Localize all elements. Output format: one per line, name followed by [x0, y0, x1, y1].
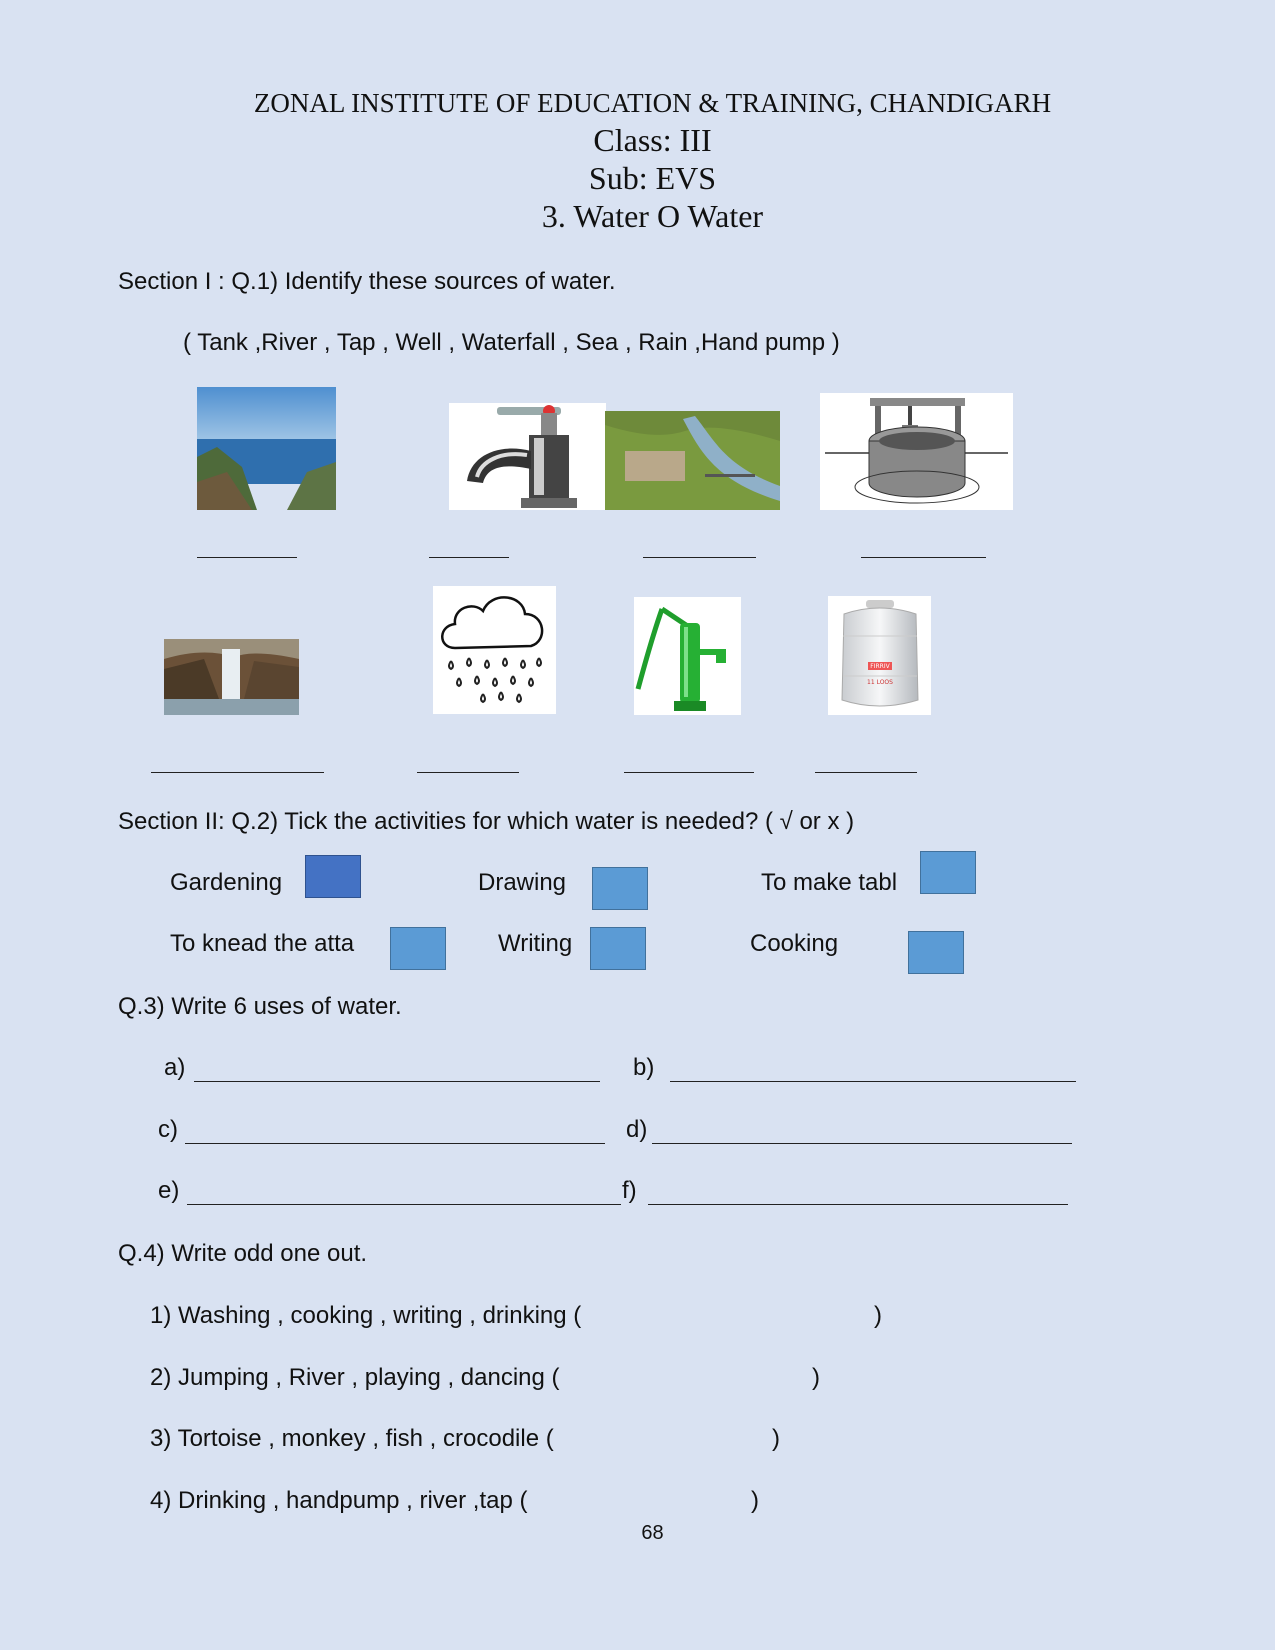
well-picture [820, 393, 1013, 510]
activity-make-table: To make tabl [761, 869, 898, 896]
tick-box-gardening[interactable] [305, 855, 361, 898]
activity-cooking: Cooking [750, 930, 839, 957]
use-blank-b[interactable] [670, 1081, 1076, 1082]
activity-knead-atta: To knead the atta [170, 930, 355, 957]
activity-gardening: Gardening [170, 869, 283, 896]
answer-blank[interactable] [643, 557, 756, 558]
odd-one-item-4: 4) Drinking , handpump , river ,tap ( [150, 1487, 528, 1514]
odd-one-close-2: ) [812, 1364, 820, 1391]
section1-options: ( Tank ,River , Tap , Well , Waterfall , Sea , Rain ,Hand pump ) [183, 329, 840, 356]
use-blank-d[interactable] [652, 1143, 1072, 1144]
odd-one-item-1: 1) Washing , cooking , writing , drinking ( [150, 1302, 582, 1329]
use-blank-f[interactable] [648, 1204, 1068, 1205]
use-label-b: b) [633, 1054, 655, 1081]
tick-box-drawing[interactable] [592, 867, 648, 910]
use-label-e: e) [158, 1177, 180, 1204]
answer-blank[interactable] [815, 772, 917, 773]
use-blank-a[interactable] [194, 1081, 600, 1082]
odd-one-close-3: ) [772, 1425, 780, 1452]
sea-picture [197, 387, 336, 510]
q4-title: Q.4) Write odd one out. [118, 1240, 368, 1267]
odd-one-item-3: 3) Tortoise , monkey , fish , crocodile ( [150, 1425, 554, 1452]
answer-blank[interactable] [417, 772, 519, 773]
use-blank-c[interactable] [185, 1143, 605, 1144]
hand-pump-picture [634, 597, 741, 715]
tap-picture [449, 403, 606, 510]
use-label-c: c) [158, 1116, 178, 1143]
tank-label-top: FIRRIV [870, 663, 890, 670]
tank-picture [828, 596, 931, 715]
rain-picture [433, 586, 556, 714]
tick-box-knead-atta[interactable] [390, 927, 446, 970]
odd-one-close-1: ) [874, 1302, 882, 1329]
use-blank-e[interactable] [187, 1204, 621, 1205]
page-number: 68 [641, 1522, 664, 1544]
answer-blank[interactable] [429, 557, 509, 558]
tick-box-make-table[interactable] [920, 851, 976, 894]
class-title: Class: III [593, 122, 712, 158]
chapter-title: 3. Water O Water [541, 198, 764, 234]
answer-blank[interactable] [197, 557, 297, 558]
use-label-a: a) [164, 1054, 186, 1081]
use-label-f: f) [622, 1177, 637, 1204]
section2-title: Section II: Q.2) Tick the activities for which water is needed? ( √ or x ) [118, 808, 855, 835]
answer-blank[interactable] [861, 557, 986, 558]
odd-one-item-2: 2) Jumping , River , playing , dancing ( [150, 1364, 560, 1391]
use-label-d: d) [626, 1116, 648, 1143]
q3-title: Q.3) Write 6 uses of water. [118, 993, 402, 1020]
waterfall-picture [164, 639, 299, 715]
answer-blank[interactable] [151, 772, 324, 773]
river-picture [605, 411, 780, 510]
odd-one-close-4: ) [751, 1487, 759, 1514]
tank-label-bottom: 11 LOOS [867, 679, 893, 686]
tick-box-writing[interactable] [590, 927, 646, 970]
section1-title: Section I : Q.1) Identify these sources of water. [118, 268, 616, 295]
tick-box-cooking[interactable] [908, 931, 964, 974]
subject-title: Sub: EVS [588, 160, 717, 196]
answer-blank[interactable] [624, 772, 754, 773]
activity-drawing: Drawing [478, 869, 567, 896]
activity-writing: Writing [498, 930, 573, 957]
institute-title: ZONAL INSTITUTE OF EDUCATION & TRAINING, CHANDIGARH [253, 88, 1052, 118]
